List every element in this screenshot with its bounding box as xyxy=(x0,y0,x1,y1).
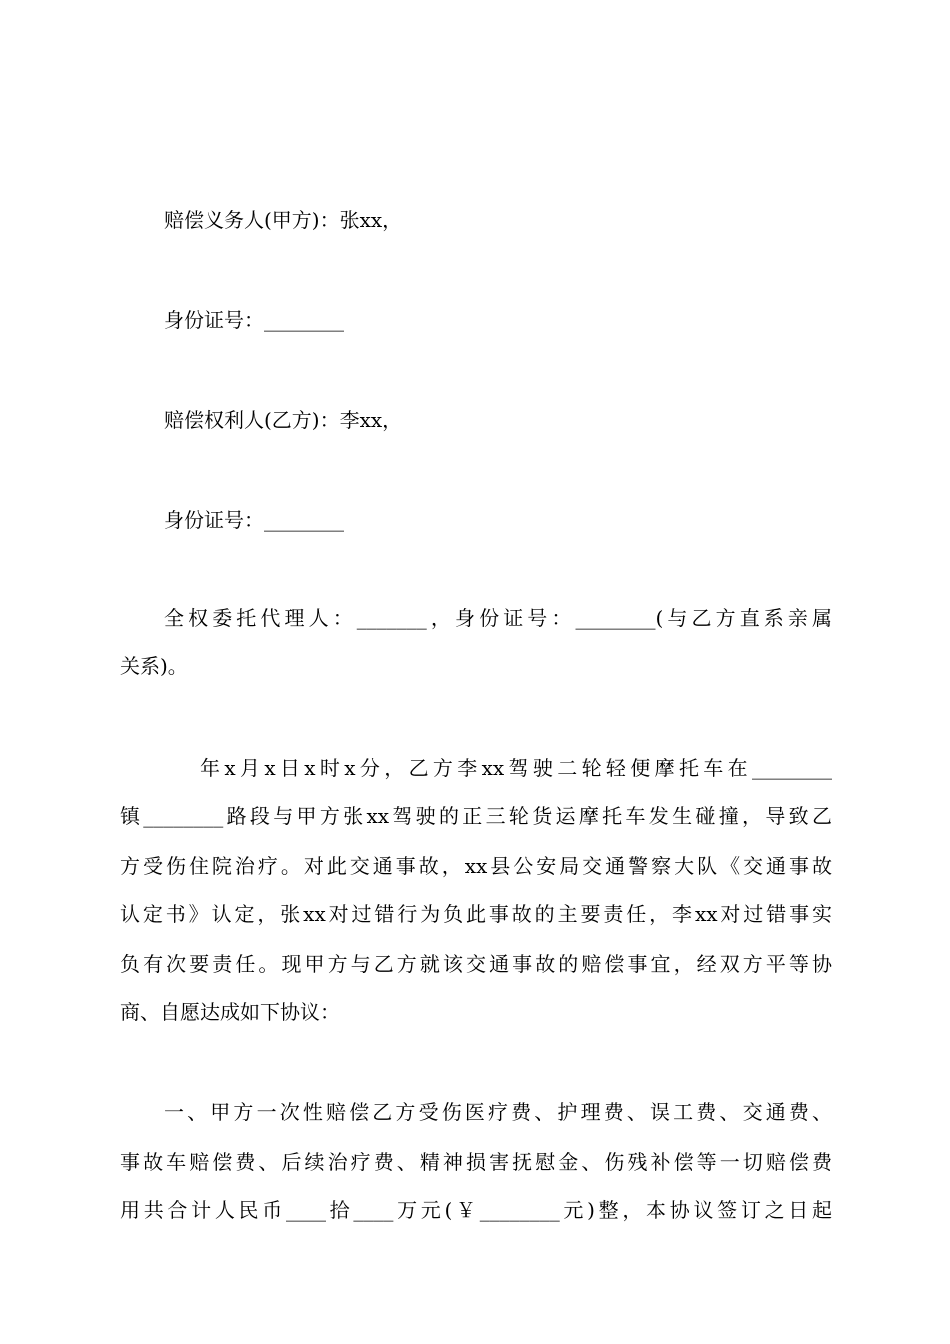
facts-line: 年x月x日x时x分，乙方李xx驾驶二轮轻便摩托车在________ xyxy=(200,756,832,780)
party-a-id-line: 身份证号：________ xyxy=(164,308,344,332)
agent-line-1: 全权委托代理人：_______，身份证号：________(与乙方直系亲属 xyxy=(164,606,832,630)
clause-1-line: 一、甲方一次性赔偿乙方受伤医疗费、护理费、误工费、交通费、 xyxy=(164,1100,832,1124)
party-b-id-line: 身份证号：________ xyxy=(164,508,344,532)
clause-1-line: 用共合计人民币____拾____万元(￥________元)整，本协议签订之日起 xyxy=(120,1198,832,1222)
party-b-line: 赔偿权利人(乙方)：李xx， xyxy=(164,408,403,432)
agent-line-2: 关系)。 xyxy=(120,654,188,678)
facts-line: 商、自愿达成如下协议： xyxy=(120,1000,340,1024)
facts-line: 负有次要责任。现甲方与乙方就该交通事故的赔偿事宜，经双方平等协 xyxy=(120,952,832,976)
facts-line: 方受伤住院治疗。对此交通事故，xx县公安局交通警察大队《交通事故 xyxy=(120,854,832,878)
facts-line: 认定书》认定，张xx对过错行为负此事故的主要责任，李xx对过错事实 xyxy=(120,902,832,926)
facts-line: 镇________路段与甲方张xx驾驶的正三轮货运摩托车发生碰撞，导致乙 xyxy=(120,804,832,828)
party-a-line: 赔偿义务人(甲方)：张xx， xyxy=(164,208,403,232)
clause-1-line: 事故车赔偿费、后续治疗费、精神损害抚慰金、伤残补偿等一切赔偿费 xyxy=(120,1150,832,1174)
